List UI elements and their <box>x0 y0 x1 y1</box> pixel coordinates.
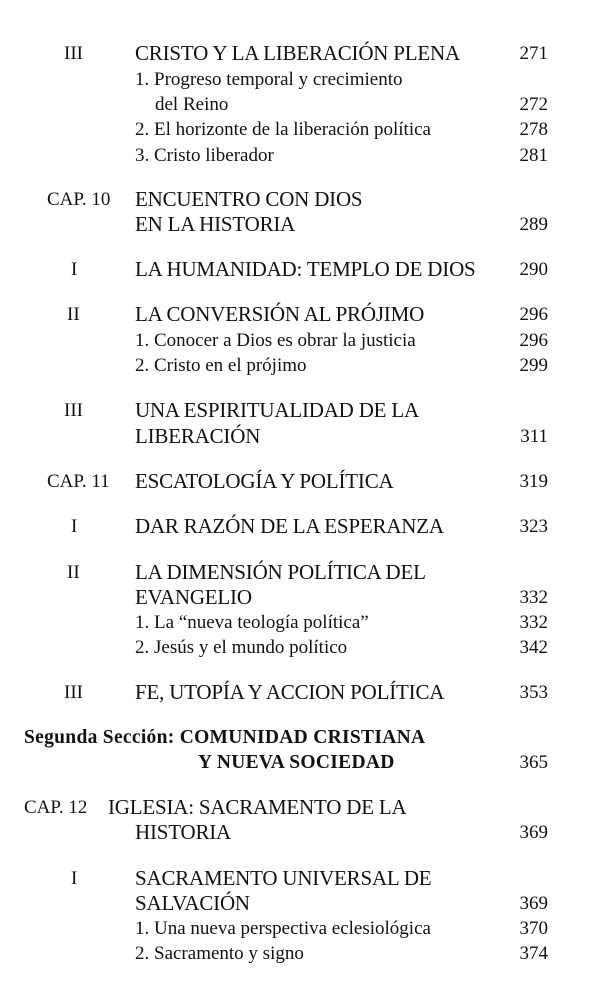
page-number: 319 <box>519 471 548 492</box>
page-number: 289 <box>519 214 548 235</box>
chapter-label: CAP. 12 <box>24 797 88 818</box>
subsection-title: 2. Jesús y el mundo político <box>135 637 348 658</box>
page-number: 290 <box>519 259 548 280</box>
section-title: UNA ESPIRITUALIDAD DE LA <box>135 398 419 422</box>
section-number: III <box>64 43 83 64</box>
section-title: LIBERACIÓN <box>135 424 261 448</box>
page-number: 278 <box>519 119 548 140</box>
section-title: DAR RAZÓN DE LA ESPERANZA <box>135 514 444 538</box>
section-number: III <box>64 682 83 703</box>
subsection-title: 1. Una nueva perspectiva eclesiológica <box>135 918 431 939</box>
page-number: 332 <box>519 587 548 608</box>
section-title: CRISTO Y LA LIBERACIÓN PLENA <box>135 41 460 65</box>
section-title: SALVACIÓN <box>135 891 250 915</box>
page-number: 299 <box>519 355 548 376</box>
subsection-title: 1. La “nueva teología política” <box>135 612 369 633</box>
section-title: FE, UTOPÍA Y ACCION POLÍTICA <box>135 680 445 704</box>
subsection-title: 1. Progreso temporal y crecimiento <box>135 69 403 90</box>
page-number: 369 <box>519 822 548 843</box>
part-title: Y NUEVA SOCIEDAD <box>198 752 395 773</box>
page-number: 342 <box>519 637 548 658</box>
chapter-title: ENCUENTRO CON DIOS <box>135 187 363 211</box>
chapter-title: HISTORIA <box>135 820 232 844</box>
page-number: 311 <box>520 426 548 447</box>
page-number: 374 <box>519 943 548 964</box>
subsection-title: 2. El horizonte de la liberación política <box>135 119 431 140</box>
section-number: III <box>64 400 83 421</box>
page-number: 323 <box>519 516 548 537</box>
section-title: SACRAMENTO UNIVERSAL DE <box>135 866 432 890</box>
subsection-title: 2. Sacramento y signo <box>135 943 304 964</box>
page-number: 272 <box>519 94 548 115</box>
chapter-label: CAP. 11 <box>47 471 110 492</box>
page-number: 281 <box>519 145 548 166</box>
page-number: 296 <box>519 330 548 351</box>
subsection-title: 3. Cristo liberador <box>135 145 274 166</box>
page-number: 296 <box>519 304 548 325</box>
chapter-title: IGLESIA: SACRAMENTO DE LA <box>108 795 407 819</box>
section-title: LA DIMENSIÓN POLÍTICA DEL <box>135 560 426 584</box>
section-number: II <box>67 562 80 583</box>
section-title: LA CONVERSIÓN AL PRÓJIMO <box>135 302 425 326</box>
page-number: 370 <box>519 918 548 939</box>
section-title: LA HUMANIDAD: TEMPLO DE DIOS <box>135 257 476 281</box>
page-number: 271 <box>519 43 548 64</box>
section-number: I <box>71 516 78 537</box>
subsection-title: 1. Conocer a Dios es obrar la justicia <box>135 330 416 351</box>
chapter-title: ESCATOLOGÍA Y POLÍTICA <box>135 469 394 493</box>
section-number: II <box>67 304 80 325</box>
chapter-label: CAP. 10 <box>47 189 111 210</box>
chapter-title: EN LA HISTORIA <box>135 212 296 236</box>
section-number: I <box>71 868 78 889</box>
page-number: 365 <box>519 752 548 773</box>
page-number: 369 <box>519 893 548 914</box>
section-title: EVANGELIO <box>135 585 252 609</box>
subsection-title: 2. Cristo en el prójimo <box>135 355 307 376</box>
part-title: Segunda Sección: COMUNIDAD CRISTIANA <box>24 727 426 748</box>
page-number: 332 <box>519 612 548 633</box>
page-number: 353 <box>519 682 548 703</box>
section-number: I <box>71 259 78 280</box>
subsection-title: del Reino <box>155 94 229 115</box>
